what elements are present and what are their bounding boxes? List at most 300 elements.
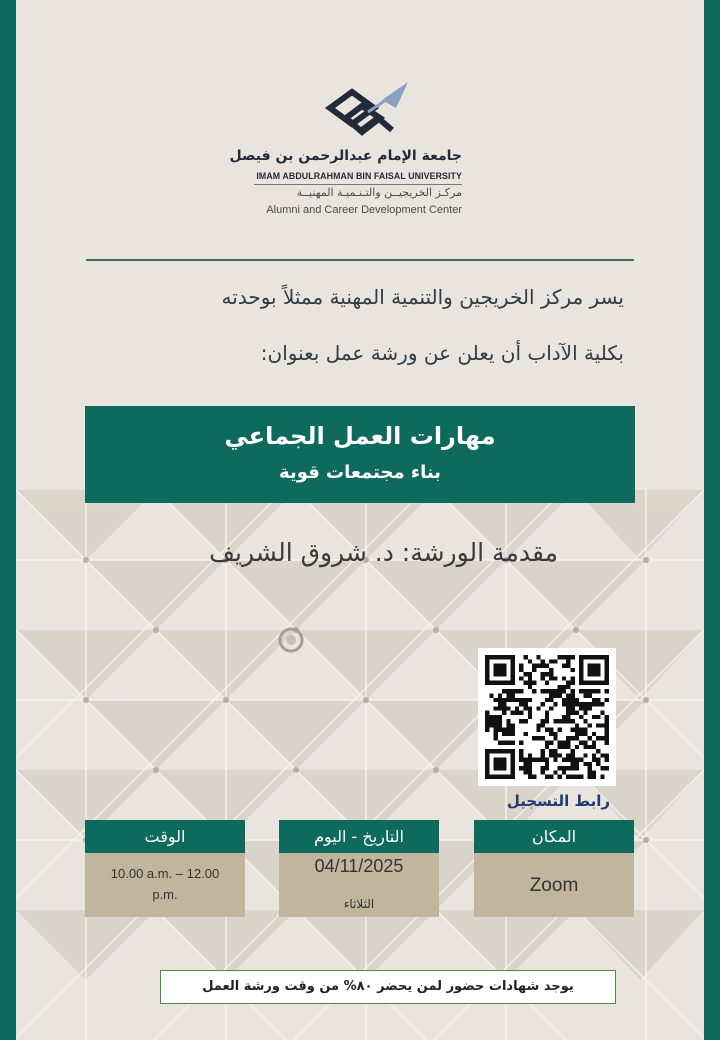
qr-module — [511, 698, 515, 702]
qr-module — [575, 736, 579, 740]
qr-module — [571, 719, 575, 723]
qr-module — [528, 672, 532, 676]
qr-module — [592, 681, 596, 685]
qr-module — [553, 659, 557, 663]
qr-module — [485, 655, 489, 659]
qr-module — [519, 741, 523, 745]
qr-module — [485, 681, 489, 685]
qr-module — [562, 685, 566, 689]
qr-module — [485, 723, 489, 727]
qr-module — [583, 719, 587, 723]
qr-module — [553, 749, 557, 753]
qr-module — [562, 770, 566, 774]
qr-module — [545, 689, 549, 693]
qr-module — [532, 758, 536, 762]
qr-module — [583, 741, 587, 745]
qr-module — [579, 715, 583, 719]
qr-module — [600, 753, 604, 757]
qr-module — [506, 749, 510, 753]
qr-module — [511, 672, 515, 676]
qr-module — [498, 715, 502, 719]
qr-module — [545, 745, 549, 749]
qr-module — [541, 736, 545, 740]
attendance-certificate-note: يوجد شهادات حضور لمن يحضر ٨٠% من وقت ورشة العمل — [160, 970, 616, 1004]
qr-module — [515, 706, 519, 710]
qr-module — [588, 655, 592, 659]
qr-module — [511, 749, 515, 753]
qr-module — [502, 741, 506, 745]
qr-module — [541, 672, 545, 676]
qr-module — [592, 715, 596, 719]
qr-module — [583, 732, 587, 736]
qr-module — [566, 702, 570, 706]
qr-module — [596, 715, 600, 719]
qr-module — [502, 668, 506, 672]
qr-module — [592, 745, 596, 749]
qr-module — [536, 728, 540, 732]
qr-module — [588, 693, 592, 697]
qr-module — [519, 668, 523, 672]
qr-module — [575, 698, 579, 702]
qr-module — [494, 728, 498, 732]
qr-module — [562, 741, 566, 745]
qr-module — [511, 728, 515, 732]
qr-module — [511, 668, 515, 672]
qr-module — [489, 693, 493, 697]
qr-module — [562, 745, 566, 749]
qr-module — [502, 758, 506, 762]
qr-module — [506, 689, 510, 693]
qr-module — [592, 770, 596, 774]
qr-module — [600, 766, 604, 770]
qr-module — [536, 736, 540, 740]
qr-module — [588, 689, 592, 693]
qr-module — [553, 702, 557, 706]
day-value: الثلاثاء — [343, 897, 375, 911]
qr-module — [562, 766, 566, 770]
qr-module — [549, 676, 553, 680]
qr-module — [549, 672, 553, 676]
qr-module — [571, 698, 575, 702]
qr-module — [562, 702, 566, 706]
qr-module — [579, 706, 583, 710]
qr-module — [558, 766, 562, 770]
qr-module — [511, 681, 515, 685]
qr-module — [511, 758, 515, 762]
qr-module — [549, 732, 553, 736]
qr-module — [485, 775, 489, 779]
qr-module — [588, 762, 592, 766]
qr-module — [523, 732, 527, 736]
qr-module — [566, 736, 570, 740]
qr-module — [592, 664, 596, 668]
qr-module — [506, 723, 510, 727]
time-value: 10.00 a.m. – 12.00 p.m. — [110, 866, 220, 902]
qr-module — [523, 706, 527, 710]
qr-module — [536, 758, 540, 762]
qr-module — [519, 753, 523, 757]
qr-module — [498, 775, 502, 779]
qr-module — [553, 689, 557, 693]
qr-module — [600, 723, 604, 727]
qr-module — [528, 753, 532, 757]
qr-module — [502, 655, 506, 659]
qr-module — [579, 702, 583, 706]
qr-module — [605, 723, 609, 727]
qr-module — [523, 698, 527, 702]
qr-module — [558, 753, 562, 757]
qr-module — [605, 668, 609, 672]
qr-module — [566, 681, 570, 685]
qr-module — [502, 664, 506, 668]
qr-module — [588, 723, 592, 727]
qr-module — [485, 672, 489, 676]
qr-module — [523, 655, 527, 659]
qr-module — [605, 672, 609, 676]
qr-module — [545, 775, 549, 779]
qr-module — [579, 655, 583, 659]
qr-module — [485, 676, 489, 680]
qr-module — [523, 770, 527, 774]
qr-module — [571, 702, 575, 706]
qr-module — [498, 664, 502, 668]
qr-module — [494, 732, 498, 736]
qr-module — [605, 681, 609, 685]
university-name-arabic: جامعة الإمام عبدالرحمن بن فيصل — [229, 148, 462, 164]
qr-module — [511, 655, 515, 659]
qr-module — [545, 711, 549, 715]
qr-module — [596, 689, 600, 693]
qr-module — [566, 685, 570, 689]
qr-module — [485, 711, 489, 715]
qr-module — [553, 770, 557, 774]
qr-module — [579, 668, 583, 672]
qr-module — [502, 728, 506, 732]
qr-module — [498, 698, 502, 702]
qr-module — [494, 681, 498, 685]
qr-module — [502, 702, 506, 706]
qr-module — [553, 732, 557, 736]
qr-module — [494, 706, 498, 710]
qr-module — [494, 758, 498, 762]
intro-line-1: يسر مركز الخريجين والتنمية المهنية ممثلاً بوحدته — [221, 285, 624, 309]
qr-module — [588, 770, 592, 774]
qr-module — [498, 668, 502, 672]
qr-module — [592, 689, 596, 693]
qr-module — [579, 741, 583, 745]
qr-module — [566, 698, 570, 702]
qr-module — [579, 676, 583, 680]
qr-module — [596, 762, 600, 766]
date-value: 04/11/2025 — [314, 856, 404, 876]
qr-module — [566, 758, 570, 762]
qr-module — [562, 689, 566, 693]
qr-module — [583, 655, 587, 659]
qr-module — [583, 762, 587, 766]
qr-module — [579, 659, 583, 663]
qr-module — [571, 775, 575, 779]
qr-module — [498, 655, 502, 659]
qr-module — [545, 766, 549, 770]
qr-module — [494, 668, 498, 672]
university-name-english: IMAM ABDULRAHMAN BIN FAISAL UNIVERSITY — [256, 171, 462, 181]
place-header: المكان — [474, 820, 634, 853]
qr-module — [506, 741, 510, 745]
qr-module — [575, 728, 579, 732]
qr-module — [485, 766, 489, 770]
qr-module — [489, 681, 493, 685]
qr-module — [489, 715, 493, 719]
qr-module — [541, 766, 545, 770]
qr-module — [600, 711, 604, 715]
qr-module — [600, 655, 604, 659]
date-header: التاريخ - اليوم — [279, 820, 439, 853]
qr-module — [498, 749, 502, 753]
qr-module — [549, 693, 553, 697]
qr-module — [558, 719, 562, 723]
qr-module — [596, 702, 600, 706]
qr-module — [511, 693, 515, 697]
qr-module — [494, 736, 498, 740]
qr-module — [489, 723, 493, 727]
qr-module — [592, 702, 596, 706]
qr-module — [579, 681, 583, 685]
qr-module — [579, 664, 583, 668]
qr-module — [571, 758, 575, 762]
qr-module — [588, 672, 592, 676]
qr-module — [600, 775, 604, 779]
qr-module — [532, 689, 536, 693]
workshop-subtitle: بناء مجتمعات قوية — [279, 462, 441, 483]
qr-module — [506, 775, 510, 779]
qr-module — [506, 655, 510, 659]
qr-module — [545, 672, 549, 676]
qr-module — [562, 758, 566, 762]
qr-module — [596, 758, 600, 762]
qr-module — [532, 775, 536, 779]
qr-module — [528, 698, 532, 702]
qr-module — [519, 711, 523, 715]
qr-module — [541, 749, 545, 753]
qr-module — [519, 698, 523, 702]
qr-module — [528, 770, 532, 774]
qr-module — [502, 689, 506, 693]
qr-module — [541, 758, 545, 762]
qr-module — [502, 775, 506, 779]
qr-module — [528, 659, 532, 663]
qr-module — [498, 706, 502, 710]
qr-module — [575, 745, 579, 749]
workshop-title-banner — [85, 406, 635, 503]
center-name-english: Alumni and Career Development Center — [266, 204, 462, 216]
qr-module — [588, 766, 592, 770]
qr-module — [498, 741, 502, 745]
qr-module — [498, 702, 502, 706]
qr-module — [541, 753, 545, 757]
qr-module — [528, 711, 532, 715]
qr-module — [519, 689, 523, 693]
qr-module — [485, 762, 489, 766]
qr-module — [498, 693, 502, 697]
qr-module — [511, 723, 515, 727]
qr-module — [494, 775, 498, 779]
registration-qr-code[interactable] — [478, 648, 616, 786]
qr-module — [541, 770, 545, 774]
qr-module — [485, 664, 489, 668]
qr-module — [549, 728, 553, 732]
qr-code-icon — [485, 655, 609, 779]
qr-module — [566, 693, 570, 697]
qr-module — [528, 766, 532, 770]
qr-module — [571, 668, 575, 672]
qr-module — [494, 766, 498, 770]
qr-module — [528, 685, 532, 689]
qr-module — [566, 715, 570, 719]
qr-module — [592, 698, 596, 702]
qr-module — [549, 689, 553, 693]
qr-module — [583, 753, 587, 757]
qr-module — [498, 766, 502, 770]
qr-module — [485, 758, 489, 762]
place-value: Zoom — [529, 875, 579, 896]
qr-module — [545, 741, 549, 745]
qr-module — [502, 706, 506, 710]
qr-module — [605, 741, 609, 745]
qr-module — [536, 723, 540, 727]
qr-module — [511, 741, 515, 745]
qr-module — [485, 659, 489, 663]
qr-module — [558, 689, 562, 693]
qr-module — [575, 732, 579, 736]
qr-module — [519, 702, 523, 706]
qr-module — [506, 706, 510, 710]
qr-module — [566, 745, 570, 749]
qr-module — [605, 753, 609, 757]
qr-module — [523, 702, 527, 706]
qr-module — [588, 702, 592, 706]
qr-module — [579, 758, 583, 762]
qr-module — [485, 668, 489, 672]
workshop-title: مهارات العمل الجماعي — [224, 422, 496, 450]
qr-module — [523, 762, 527, 766]
qr-module — [532, 736, 536, 740]
qr-module — [511, 775, 515, 779]
qr-module — [575, 711, 579, 715]
qr-module — [494, 715, 498, 719]
qr-module — [498, 723, 502, 727]
qr-module — [566, 719, 570, 723]
qr-module — [571, 706, 575, 710]
qr-module — [489, 775, 493, 779]
qr-module — [494, 719, 498, 723]
qr-module — [541, 723, 545, 727]
qr-module — [528, 676, 532, 680]
qr-module — [541, 702, 545, 706]
qr-module — [588, 745, 592, 749]
qr-module — [571, 655, 575, 659]
qr-module — [596, 655, 600, 659]
qr-module — [528, 775, 532, 779]
qr-module — [523, 766, 527, 770]
qr-module — [553, 693, 557, 697]
qr-module — [605, 715, 609, 719]
header-rule — [86, 259, 634, 261]
qr-module — [528, 715, 532, 719]
qr-module — [579, 728, 583, 732]
qr-module — [553, 753, 557, 757]
qr-module — [579, 689, 583, 693]
qr-module — [579, 732, 583, 736]
qr-module — [592, 672, 596, 676]
time-header: الوقت — [85, 820, 245, 853]
qr-module — [545, 664, 549, 668]
qr-module — [571, 736, 575, 740]
qr-module — [596, 681, 600, 685]
qr-module — [502, 681, 506, 685]
qr-module — [583, 689, 587, 693]
qr-module — [511, 711, 515, 715]
qr-module — [579, 775, 583, 779]
qr-module — [549, 668, 553, 672]
qr-module — [528, 762, 532, 766]
qr-module — [494, 698, 498, 702]
qr-module — [494, 723, 498, 727]
qr-module — [541, 676, 545, 680]
qr-module — [536, 664, 540, 668]
qr-module — [485, 715, 489, 719]
poster — [16, 0, 704, 1040]
qr-module — [549, 749, 553, 753]
qr-module — [566, 664, 570, 668]
qr-module — [498, 719, 502, 723]
qr-module — [485, 728, 489, 732]
university-logo — [229, 78, 482, 228]
qr-module — [545, 728, 549, 732]
qr-module — [528, 706, 532, 710]
qr-module — [506, 732, 510, 736]
qr-module — [519, 676, 523, 680]
qr-module — [562, 655, 566, 659]
qr-module — [596, 672, 600, 676]
qr-module — [571, 728, 575, 732]
qr-module — [566, 711, 570, 715]
qr-module — [571, 676, 575, 680]
qr-module — [583, 745, 587, 749]
qr-module — [536, 706, 540, 710]
qr-module — [562, 719, 566, 723]
qr-module — [485, 719, 489, 723]
qr-module — [506, 693, 510, 697]
qr-module — [605, 728, 609, 732]
qr-module — [571, 766, 575, 770]
qr-module — [605, 655, 609, 659]
qr-module — [494, 664, 498, 668]
qr-module — [511, 766, 515, 770]
qr-module — [605, 719, 609, 723]
qr-module — [519, 664, 523, 668]
logo-divider — [254, 184, 462, 185]
qr-module — [575, 762, 579, 766]
qr-module — [541, 719, 545, 723]
qr-module — [519, 719, 523, 723]
university-emblem-icon — [322, 78, 412, 148]
qr-module — [515, 698, 519, 702]
date-cell — [279, 853, 439, 917]
qr-module — [498, 672, 502, 676]
registration-link-label[interactable]: رابط التسجيل — [506, 792, 610, 810]
qr-module — [545, 762, 549, 766]
qr-module — [562, 664, 566, 668]
